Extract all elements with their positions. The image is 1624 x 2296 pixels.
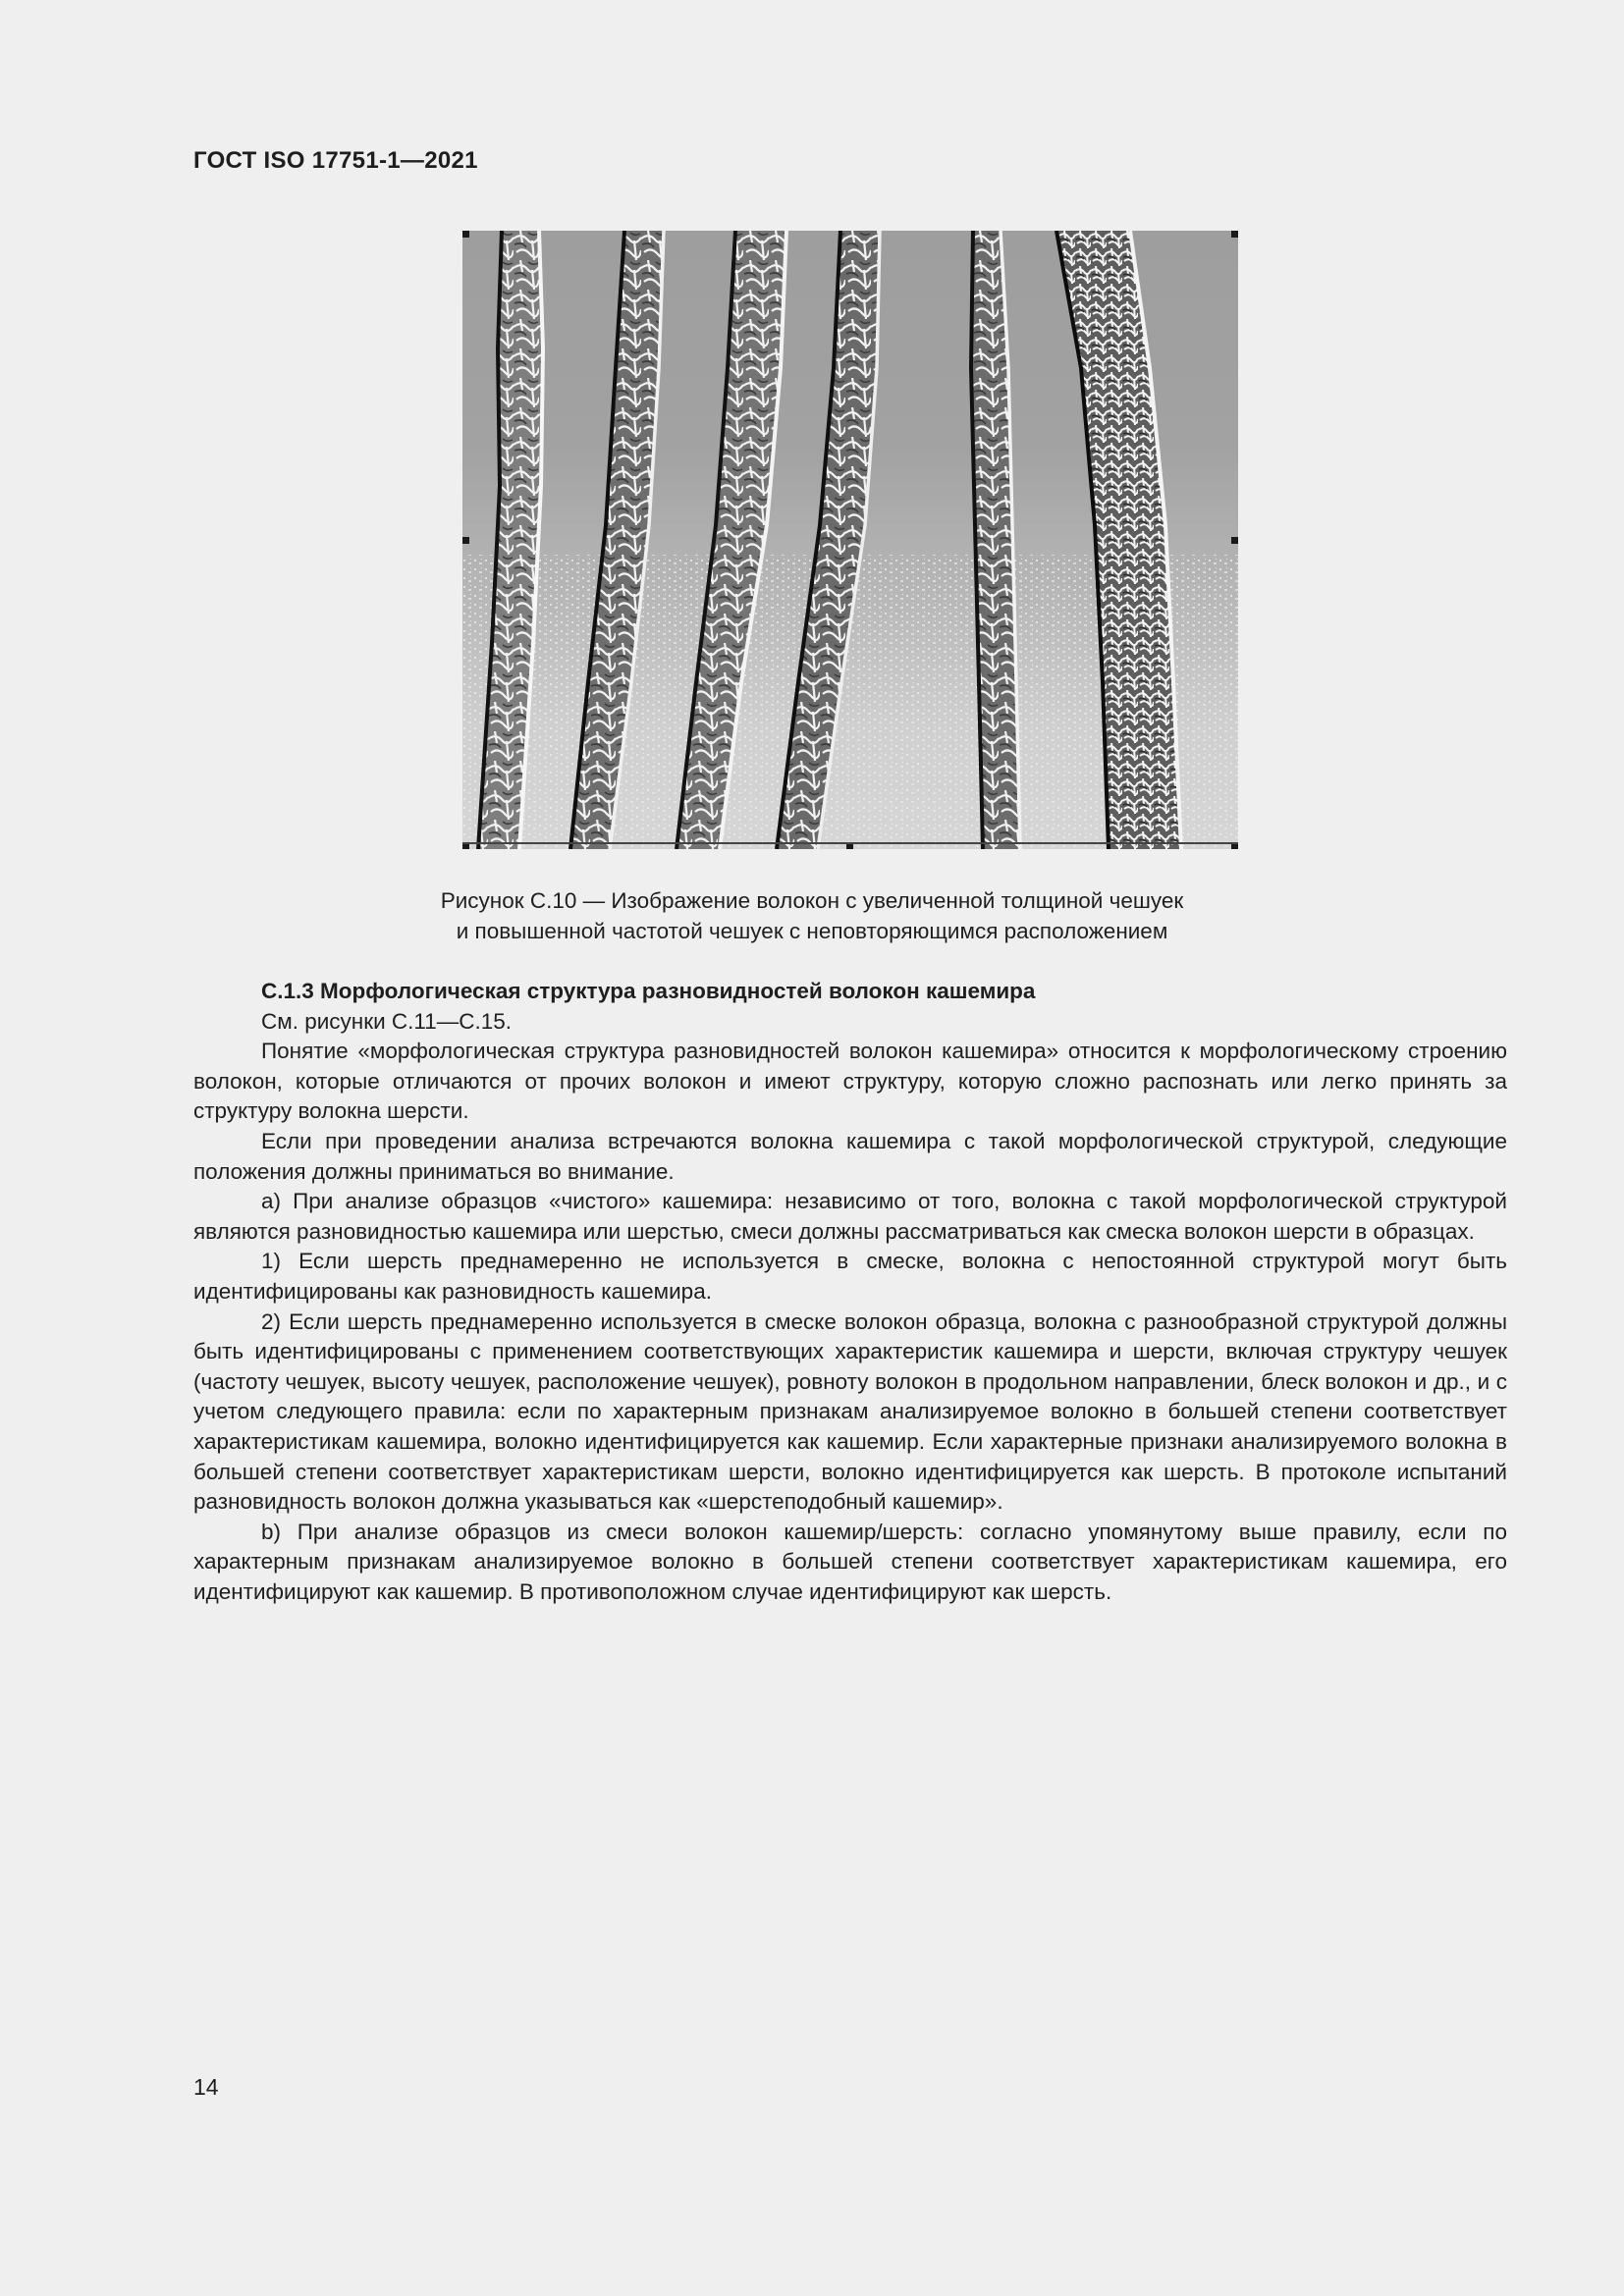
paragraph-considerations: Если при проведении анализа встречаются волокна кашемира с такой морфологической структурой, следующие положения должны приниматься во внимание. bbox=[193, 1128, 1507, 1184]
paragraph-definition: Понятие «морфологическая структура разновидностей волокон кашемира» относится к морфологическому строению волокон, которые отличаются от прочих волокон и имеют структуру, которую сложно распознать или легко принять за структуру волокна шерсти. bbox=[193, 1039, 1507, 1124]
figure-caption-line-2: и повышенной частотой чешуек с неповторяющимся расположением bbox=[456, 919, 1168, 943]
figure-micrograph bbox=[462, 231, 1238, 849]
paragraph-item-a-1: 1) Если шерсть преднамеренно не используется в смеске, волокна с непостоянной структурой могут быть идентифицированы как разновидность кашемира. bbox=[193, 1249, 1507, 1304]
document-header: ГОСТ ISO 17751-1—2021 bbox=[193, 147, 478, 174]
paragraph-see-figures: См. рисунки С.11—С.15. bbox=[261, 1008, 513, 1034]
paragraph-item-b: b) При анализе образцов из смеси волокон кашемир/шерсть: согласно упомянутому выше правилу, если по характерным признакам анализируемое волокно в большей степени соответствует характеристикам кашемира, его идентифицируют как кашемир. В противоположном случае идентифицируют как шерсть. bbox=[193, 1519, 1507, 1604]
page-number: 14 bbox=[193, 2074, 219, 2100]
section-body bbox=[193, 977, 1507, 1607]
paragraph-item-a-2: 2) Если шерсть преднамеренно используется в смеске волокон образца, волокна с разнообразной структурой должны быть идентифицированы с применением соответствующих характеристик кашемира и шерсти, включая структуру чешуек (частоту чешуек, высоту чешуек, расположение чешуек), ровноту волокон в продольном направлении, блеск волокон и др., и с учетом следующего правила: если по характерным признакам анализируемое волокно в большей степени соответствует характеристикам кашемира, волокно идентифицируется как кашемир. Если характерные признаки анализируемого волокна в большей степени соответствует характеристикам шерсти, волокно идентифицируется как шерсть. В протоколе испытаний разновидность волокон должна указываться как «шерстеподобный кашемир». bbox=[193, 1308, 1507, 1515]
paragraph-item-a: a) При анализе образцов «чистого» кашемира: независимо от того, волокна с такой морфологической структурой являются разновидностью кашемира или шерстью, смеси должны рассматриваться как смеска волокон шерсти в образцах. bbox=[193, 1189, 1507, 1244]
section-heading: C.1.3 Морфологическая структура разновидностей волокон кашемира bbox=[261, 979, 1036, 1003]
figure-caption bbox=[295, 885, 1329, 946]
figure-caption-line-1: Рисунок C.10 — Изображение волокон с увеличенной толщиной чешуек bbox=[440, 888, 1184, 913]
